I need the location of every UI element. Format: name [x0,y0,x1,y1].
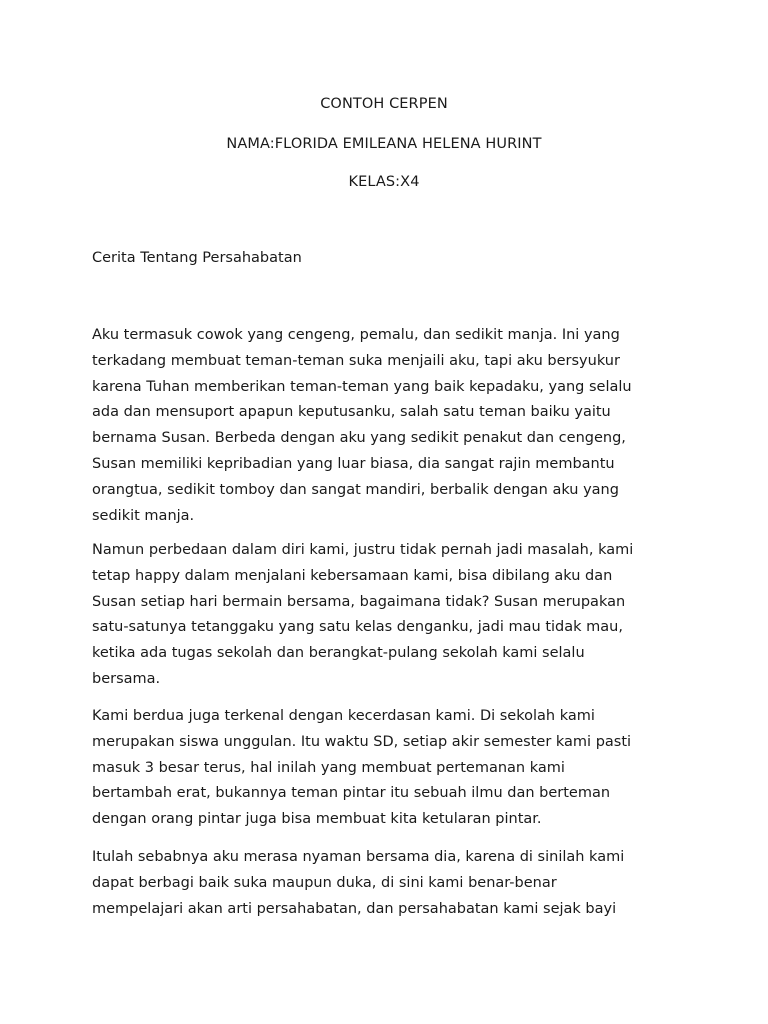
paragraph-line: ketika ada tugas sekolah dan berangkat-pulang sekolah kami selalu [92,645,585,662]
author-name: NAMA:FLORIDA EMILEANA HELENA HURINT [226,136,542,152]
paragraph-line: Susan memiliki kepribadian yang luar biasa, dia sangat rajin membantu [92,455,615,472]
paragraph [92,323,652,529]
paragraph-line: bersama. [92,670,161,687]
paragraph-line: dapat berbagi baik suka maupun duka, di sini kami benar-benar [92,874,557,891]
story-title: Cerita Tentang Persahabatan [92,250,302,266]
paragraph-line: sedikit manja. [92,507,195,524]
paragraph-line: orangtua, sedikit tomboy dan sangat mandiri, berbalik dengan aku yang [92,481,619,498]
paragraph-line: dengan orang pintar juga bisa membuat kita ketularan pintar. [92,811,542,828]
paragraph-line: tetap happy dalam menjalani kebersamaan kami, bisa dibilang aku dan [92,567,613,584]
paragraph-line: masuk 3 besar terus, hal inilah yang membuat pertemanan kami [92,759,565,776]
paragraph-line: merupakan siswa unggulan. Itu waktu SD, setiap akir semester kami pasti [92,733,632,750]
paragraph [92,538,652,693]
paragraph-line: bertambah erat, bukannya teman pintar itu sebuah ilmu dan berteman [92,785,611,802]
document-heading: CONTOH CERPEN [320,96,448,112]
paragraph [92,845,652,922]
paragraph-line: bernama Susan. Berbeda dengan aku yang sedikit penakut dan cengeng, [92,430,626,447]
paragraph-line: Susan setiap hari bermain bersama, bagaimana tidak? Susan merupakan [92,593,626,610]
paragraph-line: terkadang membuat teman-teman suka menjaili aku, tapi aku bersyukur [92,352,620,369]
paragraph-line: ada dan mensuport apapun keputusanku, salah satu teman baiku yaitu [92,404,611,421]
paragraph-line: karena Tuhan memberikan teman-teman yang baik kepadaku, yang selalu [92,378,632,395]
paragraph-line: Aku termasuk cowok yang cengeng, pemalu, dan sedikit manja. Ini yang [92,327,620,343]
paragraph-line: Kami berdua juga terkenal dengan kecerdasan kami. Di sekolah kami [92,708,595,724]
paragraph-line: Itulah sebabnya aku merasa nyaman bersama dia, karena di sinilah kami [92,849,625,865]
class-label: KELAS:X4 [348,174,420,190]
paragraph-line: Namun perbedaan dalam diri kami, justru tidak pernah jadi masalah, kami [92,542,634,558]
paragraph-line: satu-satunya tetanggaku yang satu kelas denganku, jadi mau tidak mau, [92,619,623,636]
paragraph-line: mempelajari akan arti persahabatan, dan persahabatan kami sejak bayi [92,900,617,917]
paragraph [92,704,652,833]
